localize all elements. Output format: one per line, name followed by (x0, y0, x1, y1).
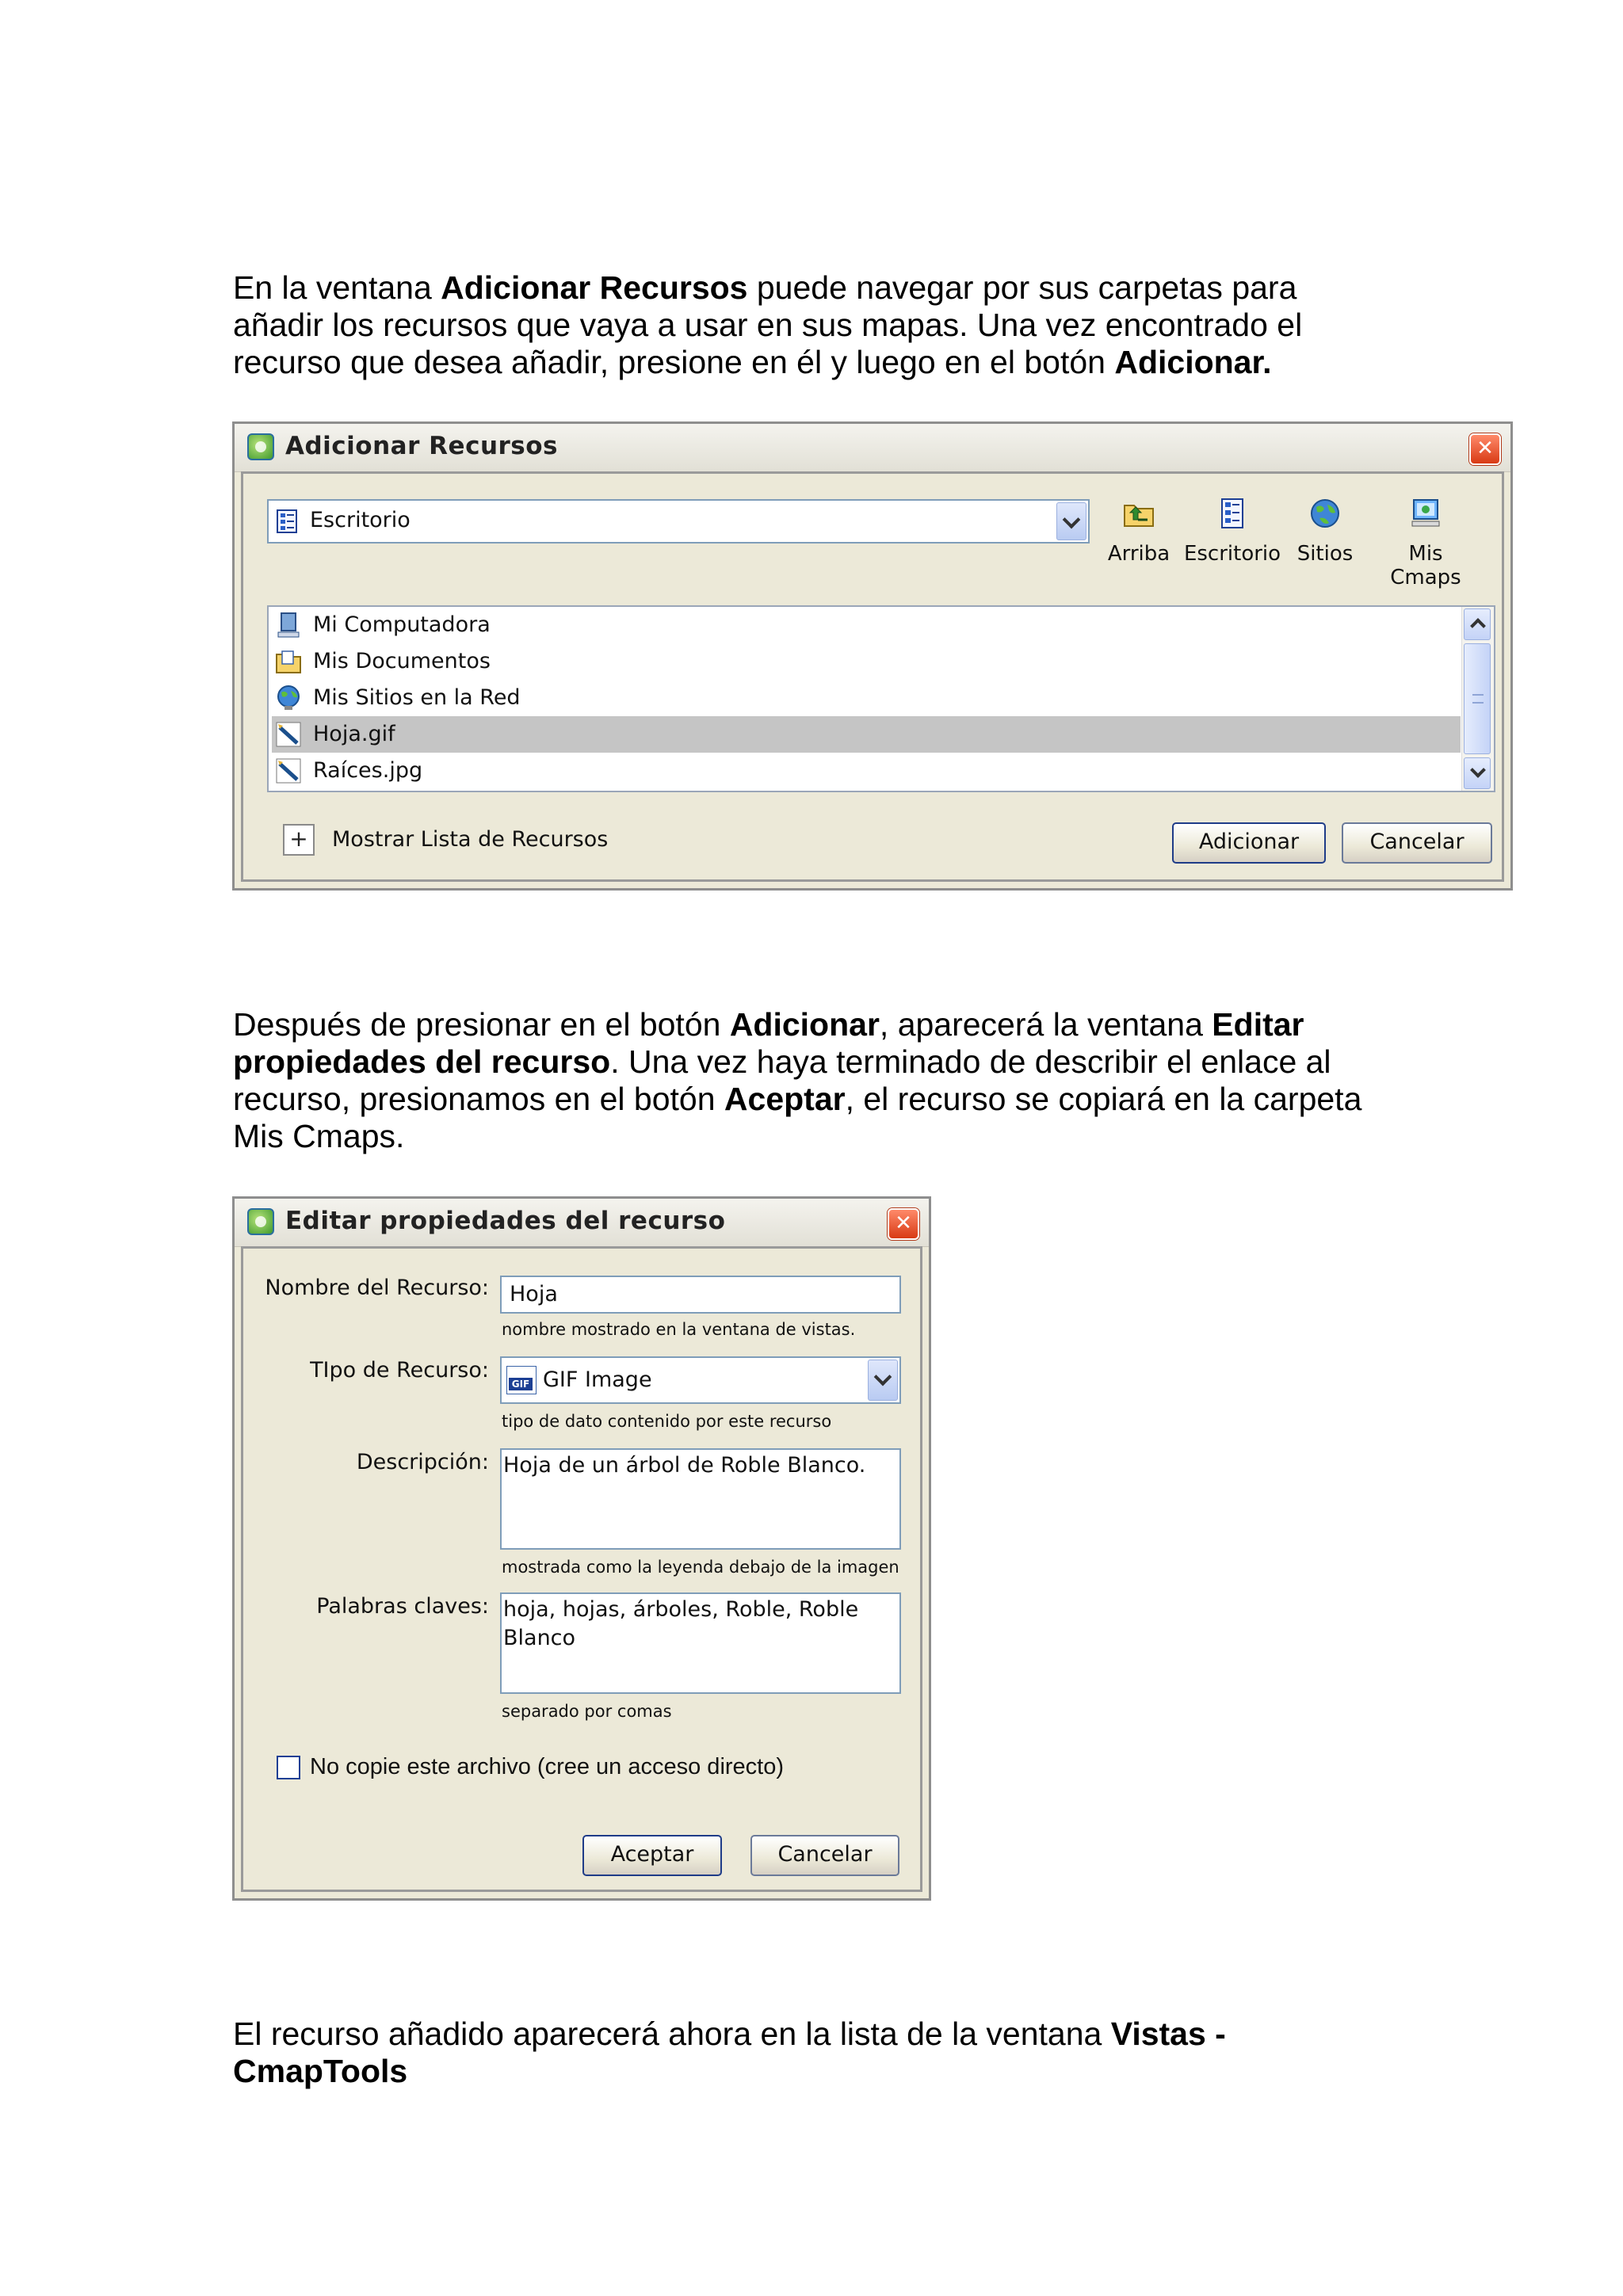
bold-text: Aceptar (724, 1081, 846, 1117)
text: , aparecerá la ventana (879, 1006, 1212, 1043)
toolbar-up-label: Arriba (1107, 542, 1170, 566)
folder-up-icon (1122, 498, 1155, 529)
name-label: Nombre del Recurso: (265, 1276, 489, 1300)
toolbar-sites-button[interactable] (1274, 498, 1377, 566)
scroll-down-button[interactable] (1464, 757, 1491, 789)
chevron-down-icon[interactable] (868, 1360, 898, 1401)
cancel-button[interactable]: Cancelar (750, 1835, 899, 1876)
documents-folder-icon (275, 648, 302, 675)
text: En la ventana (233, 269, 441, 306)
intro-line-1 (233, 269, 1302, 307)
dialog-body (241, 471, 1504, 882)
cmaptools-app-icon (247, 1208, 274, 1235)
description-field[interactable] (500, 1448, 901, 1550)
dialog-body (241, 1246, 922, 1892)
globe-icon (1308, 498, 1342, 529)
computer-icon (1409, 498, 1442, 529)
plus-icon: + (289, 826, 308, 852)
text: puede navegar por sus carpetas para (747, 269, 1297, 306)
desktop-icon (275, 509, 299, 534)
description-label: Descripción: (356, 1450, 489, 1474)
desktop-icon (1216, 498, 1249, 529)
bold-text: Vistas - (1110, 2016, 1226, 2052)
toolbar-desktop-label: Escritorio (1183, 542, 1281, 566)
network-icon (275, 685, 302, 711)
keywords-value: hoja, hojas, árboles, Roble, Roble Blanco (503, 1597, 859, 1650)
middle-paragraph (233, 1006, 1361, 1155)
no-copy-label[interactable]: No copie este archivo (cree un acceso directo) (310, 1754, 785, 1779)
type-label: TIpo de Recurso: (310, 1358, 489, 1383)
middle-line-3 (233, 1081, 1361, 1118)
intro-paragraph (233, 269, 1302, 381)
text: recurso que desea añadir, presione en él y luego en el botón (233, 344, 1115, 380)
list-item[interactable] (272, 753, 1461, 789)
list-item-label: Mis Sitios en la Red (313, 685, 521, 710)
title-bar[interactable] (235, 424, 1510, 472)
location-combo[interactable] (267, 499, 1090, 543)
grip-icon (1472, 694, 1484, 704)
add-resources-dialog (232, 421, 1513, 891)
chevron-down-icon[interactable] (1056, 502, 1086, 540)
title-bar[interactable] (235, 1199, 929, 1247)
toolbar-mycmaps-button[interactable] (1374, 498, 1477, 589)
list-item-label: Mi Computadora (313, 612, 491, 637)
gif-badge: GIF (509, 1378, 533, 1390)
intro-line-3 (233, 344, 1302, 381)
toolbar-desktop-button[interactable] (1181, 498, 1284, 566)
toolbar-sites-label: Sitios (1296, 542, 1354, 566)
list-item-label: Hoja.gif (313, 722, 395, 746)
description-value: Hoja de un árbol de Roble Blanco. (503, 1453, 866, 1478)
accept-button[interactable]: Aceptar (582, 1835, 722, 1876)
keywords-hint: separado por comas (502, 1702, 672, 1721)
dialog-title: Adicionar Recursos (285, 432, 559, 460)
toolbar-up-button[interactable] (1087, 498, 1190, 566)
type-hint: tipo de dato contenido por este recurso (502, 1412, 832, 1431)
type-value: GIF Image (543, 1367, 652, 1392)
bold-text: Adicionar (729, 1006, 880, 1043)
text: Después de presionar en el botón (233, 1006, 730, 1043)
close-button[interactable]: ✕ (888, 1208, 919, 1240)
outro-paragraph (233, 2016, 1226, 2090)
type-combo[interactable] (500, 1356, 901, 1404)
scroll-thumb[interactable] (1464, 643, 1491, 754)
list-item[interactable] (272, 607, 1461, 643)
keywords-label: Palabras claves: (316, 1594, 489, 1619)
cmaptools-app-icon (247, 433, 274, 460)
location-value: Escritorio (310, 508, 411, 532)
gif-file-icon (506, 1366, 537, 1394)
vertical-scrollbar[interactable] (1461, 607, 1494, 791)
text: recurso, presionamos en el botón (233, 1081, 724, 1117)
no-copy-checkbox[interactable] (277, 1756, 300, 1779)
intro-line-2: añadir los recursos que vaya a usar en sus mapas. Una vez encontrado el (233, 307, 1303, 343)
list-item-label: Raíces.jpg (313, 758, 423, 783)
name-field[interactable] (500, 1276, 901, 1314)
name-hint: nombre mostrado en la ventana de vistas. (502, 1320, 856, 1339)
bold-text: Adicionar. (1114, 344, 1272, 380)
text: El recurso añadido aparecerá ahora en la lista de la ventana (233, 2016, 1111, 2052)
middle-line-2 (233, 1043, 1361, 1081)
toolbar-mycmaps-label: Mis Cmaps (1390, 542, 1461, 589)
close-button[interactable]: ✕ (1469, 433, 1501, 465)
image-file-icon (275, 757, 302, 784)
list-item[interactable] (272, 643, 1461, 680)
add-button[interactable]: Adicionar (1172, 822, 1326, 864)
cancel-button[interactable]: Cancelar (1342, 822, 1492, 864)
bold-text: Adicionar Recursos (441, 269, 748, 306)
bold-text: Editar (1212, 1006, 1304, 1043)
keywords-field[interactable] (500, 1592, 901, 1694)
edit-resource-properties-dialog (232, 1196, 931, 1901)
list-item-label: Mis Documentos (313, 649, 491, 673)
middle-line-4: Mis Cmaps. (233, 1118, 405, 1154)
computer-icon (275, 612, 302, 639)
show-list-label[interactable]: Mostrar Lista de Recursos (332, 827, 609, 852)
text: . Una vez haya terminado de describir el enlace al (610, 1043, 1331, 1080)
outro-line-2 (233, 2053, 1226, 2090)
expand-toggle[interactable] (283, 824, 315, 856)
list-item-selected[interactable] (272, 716, 1461, 753)
list-item[interactable] (272, 680, 1461, 716)
bold-text: propiedades del recurso (233, 1043, 611, 1080)
bold-text: CmapTools (233, 2053, 408, 2089)
text: , el recurso se copiará en la carpeta (845, 1081, 1362, 1117)
middle-line-1 (233, 1006, 1361, 1043)
scroll-up-button[interactable] (1464, 608, 1491, 640)
description-hint: mostrada como la leyenda debajo de la imagen (502, 1558, 899, 1577)
outro-line-1 (233, 2016, 1226, 2053)
dialog-title: Editar propiedades del recurso (285, 1207, 726, 1235)
name-value: Hoja (510, 1282, 558, 1306)
resource-list[interactable] (267, 605, 1495, 792)
image-file-icon (275, 721, 302, 748)
